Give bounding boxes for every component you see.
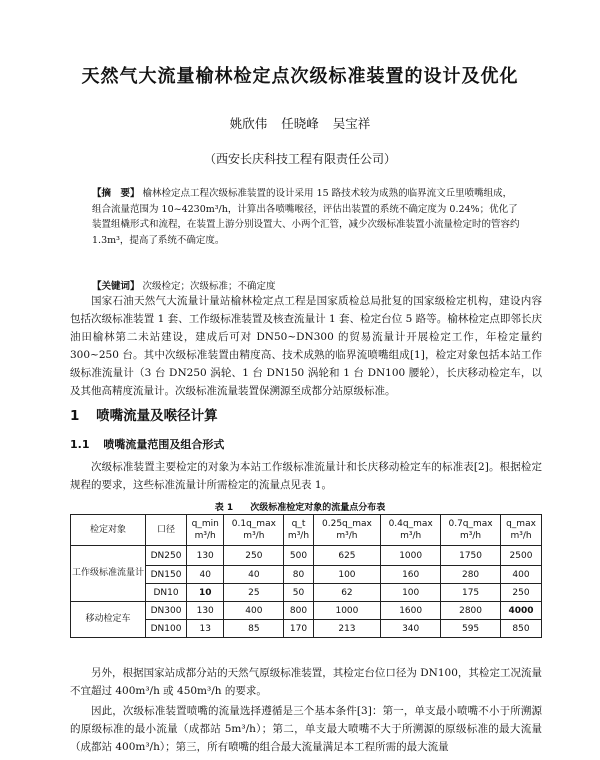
header-unit: m³/h [287, 531, 310, 541]
table-cell: 250 [501, 584, 542, 602]
table-cell: 1750 [441, 546, 501, 566]
header-label: q_min [191, 519, 219, 529]
table-cell: 625 [313, 546, 381, 566]
table-cell: 400 [224, 602, 284, 620]
header-unit: m³/h [194, 531, 216, 541]
abstract [92, 186, 520, 248]
table-cell: 800 [284, 602, 313, 620]
header-cell [187, 515, 224, 546]
table-cell: DN150 [146, 566, 187, 584]
table-cell: 10 [187, 584, 224, 602]
table-cell: 170 [284, 620, 313, 638]
table-caption-text: 次级标准检定对象的流量点分布表 [250, 503, 386, 513]
section-1-1-number: 1.1 [70, 438, 90, 451]
table-cell: 100 [313, 566, 381, 584]
table-cell: 130 [187, 546, 224, 566]
section-1-heading [70, 404, 218, 424]
table-cell: 40 [224, 566, 284, 584]
header-label: 检定对象 [89, 525, 126, 535]
table-cell: 595 [441, 620, 501, 638]
table-cell: DN100 [146, 620, 187, 638]
header-cell [501, 515, 542, 546]
table-cell: 40 [187, 566, 224, 584]
table-cell: 85 [224, 620, 284, 638]
group-cell-work-standard: 工作级标准流量计 [71, 546, 146, 602]
table-cell: 1000 [381, 546, 441, 566]
header-cell [71, 515, 146, 546]
keywords-text: 次级检定；次级标准；不确定度 [142, 281, 276, 292]
header-label: q_t [291, 519, 306, 529]
table-cell: 280 [441, 566, 501, 584]
paper-authors: 姚欣伟 任晓峰 吴宝祥 [229, 116, 371, 131]
header-unit: m³/h [243, 531, 265, 541]
group-cell-mobile-truck: 移动检定车 [71, 602, 146, 638]
header-cell [146, 515, 187, 546]
section-1-1-heading [70, 436, 224, 452]
section-1-number: 1 [70, 408, 80, 424]
section-1-1-title: 喷嘴流量范围及组合形式 [103, 438, 225, 451]
table-cell: 25 [224, 584, 284, 602]
table-header-row [71, 515, 542, 546]
paragraph-1: 次级标准装置主要检定的对象为本站工作级标准流量计和长庆移动检定车的标准表[2]。根据检定规程的要求，这些标准流量计所需检定的流量点见表 1。 [70, 461, 542, 491]
table-cell: 400 [501, 566, 542, 584]
table-cell: DN10 [146, 584, 187, 602]
table-cell: 130 [187, 602, 224, 620]
header-cell [313, 515, 381, 546]
header-cell [381, 515, 441, 546]
header-cell [441, 515, 501, 546]
table-cell: 500 [284, 546, 313, 566]
abstract-text: 榆林检定点工程次级标准装置的设计采用 15 路技术较为成熟的临界流文丘里喷嘴组成，组合流量范围为 10~4230m³/h，计算出各喷嘴喉径，评估出装置的系统不确定度为 0.24%；优化了装置组橇形式和流程，在装置上游分别设置大、小两个汇管，减少次级标准装置小流量检定时的管容约 1.3m³，提高了系统不确定度。 [92, 188, 520, 246]
paragraph-2: 另外，根据国家站成都分站的天然气原级标准装置，其检定台位口径为 DN100，其检定工况流量不宜超过 400m³/h 或 450m³/h 的要求。 [70, 667, 542, 697]
table-cell: 62 [313, 584, 381, 602]
header-label: 口径 [156, 525, 175, 535]
header-cell [224, 515, 284, 546]
table-caption-number: 表 1 [214, 503, 234, 513]
table-cell: 2500 [501, 546, 542, 566]
table-cell: 2800 [441, 602, 501, 620]
table-cell: 850 [501, 620, 542, 638]
header-label: 0.1q_max [231, 519, 276, 529]
keywords [92, 278, 520, 292]
section-1-title: 喷嘴流量及喉径计算 [96, 408, 218, 424]
table-cell: 80 [284, 566, 313, 584]
table-row [71, 602, 542, 620]
flow-points-table [70, 514, 542, 638]
table-row [71, 546, 542, 566]
table-cell: 100 [381, 584, 441, 602]
table-cell: 250 [224, 546, 284, 566]
paper-title: 天然气大流量榆林检定点次级标准装置的设计及优化 [81, 66, 519, 87]
table-cell: 50 [284, 584, 313, 602]
table-caption [0, 500, 600, 513]
header-label: 0.25q_max [322, 519, 372, 529]
header-unit: m³/h [336, 531, 358, 541]
table-cell: 13 [187, 620, 224, 638]
table-cell: 175 [441, 584, 501, 602]
paragraph-3: 因此，次级标准装置喷嘴的流量选择遵循是三个基本条件[3]：第一，单支最小喷嘴不小于所溯源的原级标准的最小流量（成都站 5m³/h）；第二，单支最大喷嘴不大于所溯源的原级标准的最大流量（成都站 400m³/h）；第三，所有喷嘴的组合最大流量满足本工程所需的最大流量 [70, 705, 542, 753]
header-label: q_max [506, 519, 536, 529]
table-cell: 213 [313, 620, 381, 638]
header-label: 0.4q_max [388, 519, 433, 529]
header-cell [284, 515, 313, 546]
table-cell: DN250 [146, 546, 187, 566]
header-unit: m³/h [460, 531, 482, 541]
table-cell: 1600 [381, 602, 441, 620]
table-cell: 4000 [501, 602, 542, 620]
header-label: 0.7q_max [448, 519, 493, 529]
header-unit: m³/h [510, 531, 532, 541]
keywords-tag: 【关键词】 [92, 281, 140, 292]
table-cell: 340 [381, 620, 441, 638]
header-unit: m³/h [400, 531, 422, 541]
paper-affiliation: （西安长庆科技工程有限责任公司） [203, 152, 396, 166]
table-cell: DN300 [146, 602, 187, 620]
abstract-tag: 【摘 要】 [92, 188, 140, 199]
table-cell: 1000 [313, 602, 381, 620]
table-cell: 160 [381, 566, 441, 584]
intro-paragraph: 国家石油天然气大流量计量站榆林检定点工程是国家质检总局批复的国家级检定机构，建设内容包括次级标准装置 1 套、工作级标准装置及核查流量计 1 套、检定台位 5 路等。榆林检定点即邻长庆油田榆林第二未站建设，建成后可对 DN50~DN300 的贸易流量计开展检定工作，年检定量约 300~250 台。其中次级标准装置由精度高、技术成熟的临界流喷嘴组成[1]，检定对象包括本站工作级标准流量计（3 台 DN250 涡轮、1 台 DN150 涡轮和 1 台 DN100 腰轮），长庆移动检定车，以及其他高精度流量计。次级标准流量装置保溯源至成都分站原级标准。 [70, 295, 542, 397]
